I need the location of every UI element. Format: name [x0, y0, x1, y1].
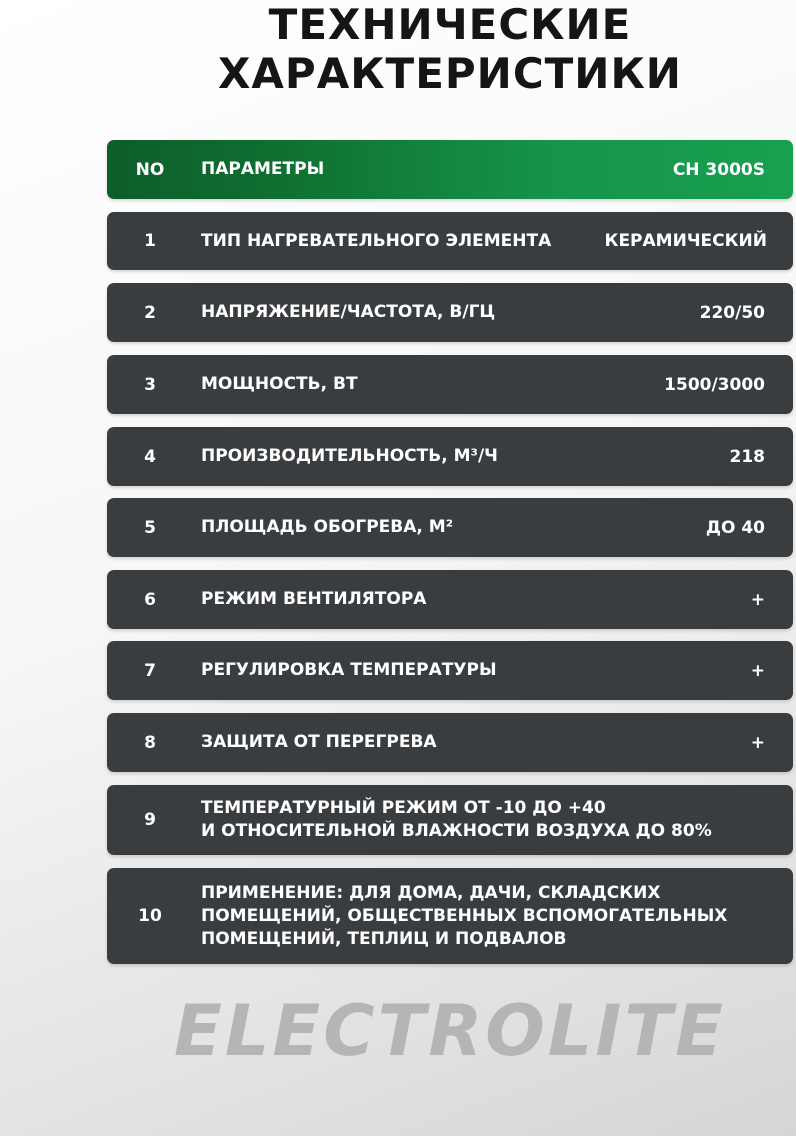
row-number: 7: [144, 660, 156, 681]
row-value: 220/50: [699, 302, 765, 323]
row-param: МОЩНОСТЬ, ВТ: [201, 374, 358, 394]
row-param: ПЛОЩАДЬ ОБОГРЕВА, М²: [201, 517, 454, 537]
row-number: 8: [144, 732, 156, 753]
row-param-line: И ОТНОСИТЕЛЬНОЙ ВЛАЖНОСТИ ВОЗДУХА ДО 80%: [201, 821, 712, 841]
table-row: [107, 427, 793, 486]
table-row: [107, 713, 793, 772]
row-param: [201, 785, 773, 855]
row-number: 1: [144, 231, 156, 251]
row-param: РЕЖИМ ВЕНТИЛЯТОРА: [201, 589, 427, 609]
row-number: 2: [144, 302, 156, 323]
row-param-line: ТЕМПЕРАТУРНЫЙ РЕЖИМ ОТ -10 ДО +40: [201, 798, 606, 818]
table-header-row: [107, 140, 793, 199]
table-row: [107, 641, 793, 700]
row-param-line: ПОМЕЩЕНИЙ, ОБЩЕСТВЕННЫХ ВСПОМОГАТЕЛЬНЫХ: [201, 905, 728, 926]
row-number: 9: [144, 810, 156, 830]
page-title-line1: ТЕХНИЧЕСКИЕ: [268, 0, 632, 49]
header-param: ПАРАМЕТРЫ: [201, 159, 325, 179]
table-row: [107, 570, 793, 629]
row-param: [201, 868, 773, 964]
table-row: [107, 355, 793, 414]
row-param: ПРОИЗВОДИТЕЛЬНОСТЬ, М³/Ч: [201, 446, 498, 466]
row-number: 10: [138, 906, 162, 926]
row-param-line: ПРИМЕНЕНИЕ: ДЛЯ ДОМА, ДАЧИ, СКЛАДСКИХ: [201, 882, 661, 903]
row-param-line: ПОМЕЩЕНИЙ, ТЕПЛИЦ И ПОДВАЛОВ: [201, 928, 567, 949]
brand-logo: ELECTROLITE: [174, 990, 726, 1072]
table-row: [107, 212, 793, 270]
row-value: +: [750, 732, 765, 753]
row-value: КЕРАМИЧЕСКИЙ: [604, 231, 767, 251]
row-value: ДО 40: [705, 517, 765, 538]
table-row: [107, 868, 793, 964]
table-row: [107, 498, 793, 557]
row-value: 218: [729, 446, 765, 467]
row-number: 6: [144, 589, 156, 610]
row-number: 4: [144, 446, 156, 467]
row-param: ТИП НАГРЕВАТЕЛЬНОГО ЭЛЕМЕНТА: [201, 230, 552, 251]
row-param: НАПРЯЖЕНИЕ/ЧАСТОТА, В/ГЦ: [201, 302, 496, 322]
row-number: 3: [144, 374, 156, 395]
row-value: 1500/3000: [664, 374, 765, 395]
header-no: NO: [135, 159, 165, 180]
table-row: [107, 283, 793, 342]
page-title: [140, 0, 760, 98]
row-value: +: [750, 660, 765, 681]
row-value: +: [750, 589, 765, 610]
page-title-line2: ХАРАКТЕРИСТИКИ: [218, 49, 682, 98]
table-row: [107, 785, 793, 855]
row-number: 5: [144, 517, 156, 538]
header-model: CH 3000S: [672, 159, 765, 180]
row-param: РЕГУЛИРОВКА ТЕМПЕРАТУРЫ: [201, 660, 497, 680]
row-param: ЗАЩИТА ОТ ПЕРЕГРЕВА: [201, 732, 437, 752]
